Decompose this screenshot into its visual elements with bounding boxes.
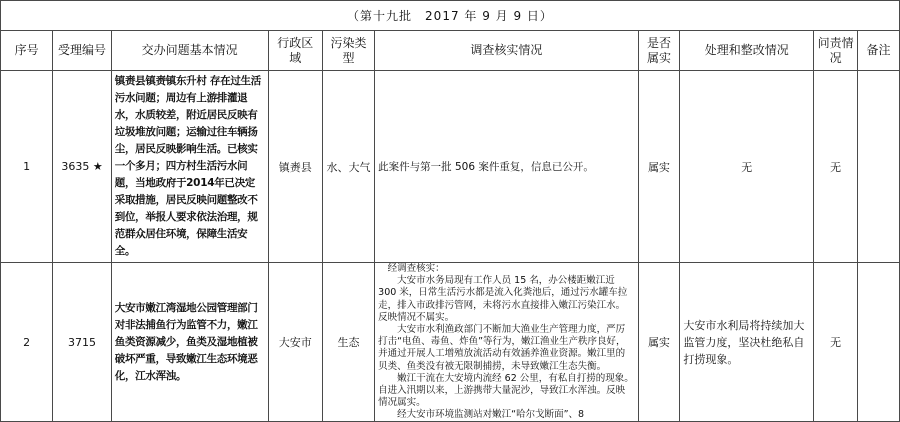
table-row: [1, 263, 900, 422]
row-verified: 属实: [638, 71, 680, 263]
investigation-paragraph: 大安市水利渔政部门不断加大渔业生产管理力度，严厉打击“电鱼、毒鱼、炸鱼”等行为，嫩江渔业生产秩序良好，并通过开展人工增殖放流活动有效涵养渔业资源。嫩江里的贝类、鱼类没有被无限制捕捞，未导致嫩江生态失衡。: [378, 324, 626, 372]
row-accountability: 无: [814, 71, 858, 263]
row-region: 大安市: [268, 263, 322, 422]
row-handling: 大安市水利局将持续加大监管力度，坚决杜绝私自打捞现象。: [680, 263, 814, 422]
header-handling: 处理和整改情况: [680, 31, 814, 71]
row-case-no: 3715: [53, 263, 112, 422]
row-remarks: [858, 71, 900, 263]
batch-title: （第十九批 2017 年 9 月 9 日）: [1, 1, 900, 31]
row-seq: 1: [1, 71, 53, 263]
header-accountability: 问责情况: [814, 31, 858, 71]
investigation-paragraph: 大安市水务局现有工作人员 15 名，办公楼距嫩江近 300 米，日常生活污水都是流入化粪池后，通过污水罐车拉走，排入市政排污管网，未将污水直接排入嫩江污染江水。反映情况不属实。: [378, 275, 628, 323]
investigation-paragraph: 经大安市环境监测站对嫩江“哈尔戈断面”、8: [397, 409, 585, 421]
header-issue: 交办问题基本情况: [111, 31, 268, 71]
row-investigation: [375, 263, 638, 422]
header-case-no: 受理编号: [53, 31, 112, 71]
header-row: [1, 31, 900, 71]
row-investigation: 此案件与第一批 506 案件重复，信息已公开。: [375, 71, 638, 263]
row-verified: 属实: [638, 263, 680, 422]
row-pollution: 水、大气: [322, 71, 374, 263]
row-handling: 无: [680, 71, 814, 263]
row-pollution: 生态: [322, 263, 374, 422]
row-seq: 2: [1, 263, 53, 422]
header-verified: 是否属实: [638, 31, 680, 71]
investigation-paragraph: 嫩江干流在大安境内流经 62 公里，有私自打捞的现象。自进入汛期以来，上游携带大量泥沙，导致江水浑浊。反映情况属实。: [378, 372, 634, 409]
header-investigation: 调查核实情况: [375, 31, 638, 71]
row-region: 镇赉县: [268, 71, 322, 263]
row-accountability: 无: [814, 263, 858, 422]
row-issue: 大安市嫩江湾湿地公园管理部门对非法捕鱼行为监管不力，嫩江鱼类资源减少，鱼类及湿地植被破坏严重，导致嫩江生态环境恶化，江水浑浊。: [111, 263, 268, 422]
header-remarks: 备注: [858, 31, 900, 71]
table-row: [1, 71, 900, 263]
header-region: 行政区域: [268, 31, 322, 71]
header-pollution: 污染类型: [322, 31, 374, 71]
investigation-paragraph: 经调查核实：: [387, 263, 445, 274]
header-seq: 序号: [1, 31, 53, 71]
row-issue: 镇赉县镇赉镇东升村 存在过生活污水问题；周边有上游排灌退水，水质较差，附近居民反映有垃圾堆放问题；运输过往车辆扬尘，居民反映影响生活。已核实一个多月；四方村生活污水问题，当地政府于2014年已决定采取措施，居民反映问题整改不到位，举报人要求依法治理，规范群众居住环境，保障生活安全。: [111, 71, 268, 263]
row-case-no: 3635 ★: [53, 71, 112, 263]
row-remarks: [858, 263, 900, 422]
